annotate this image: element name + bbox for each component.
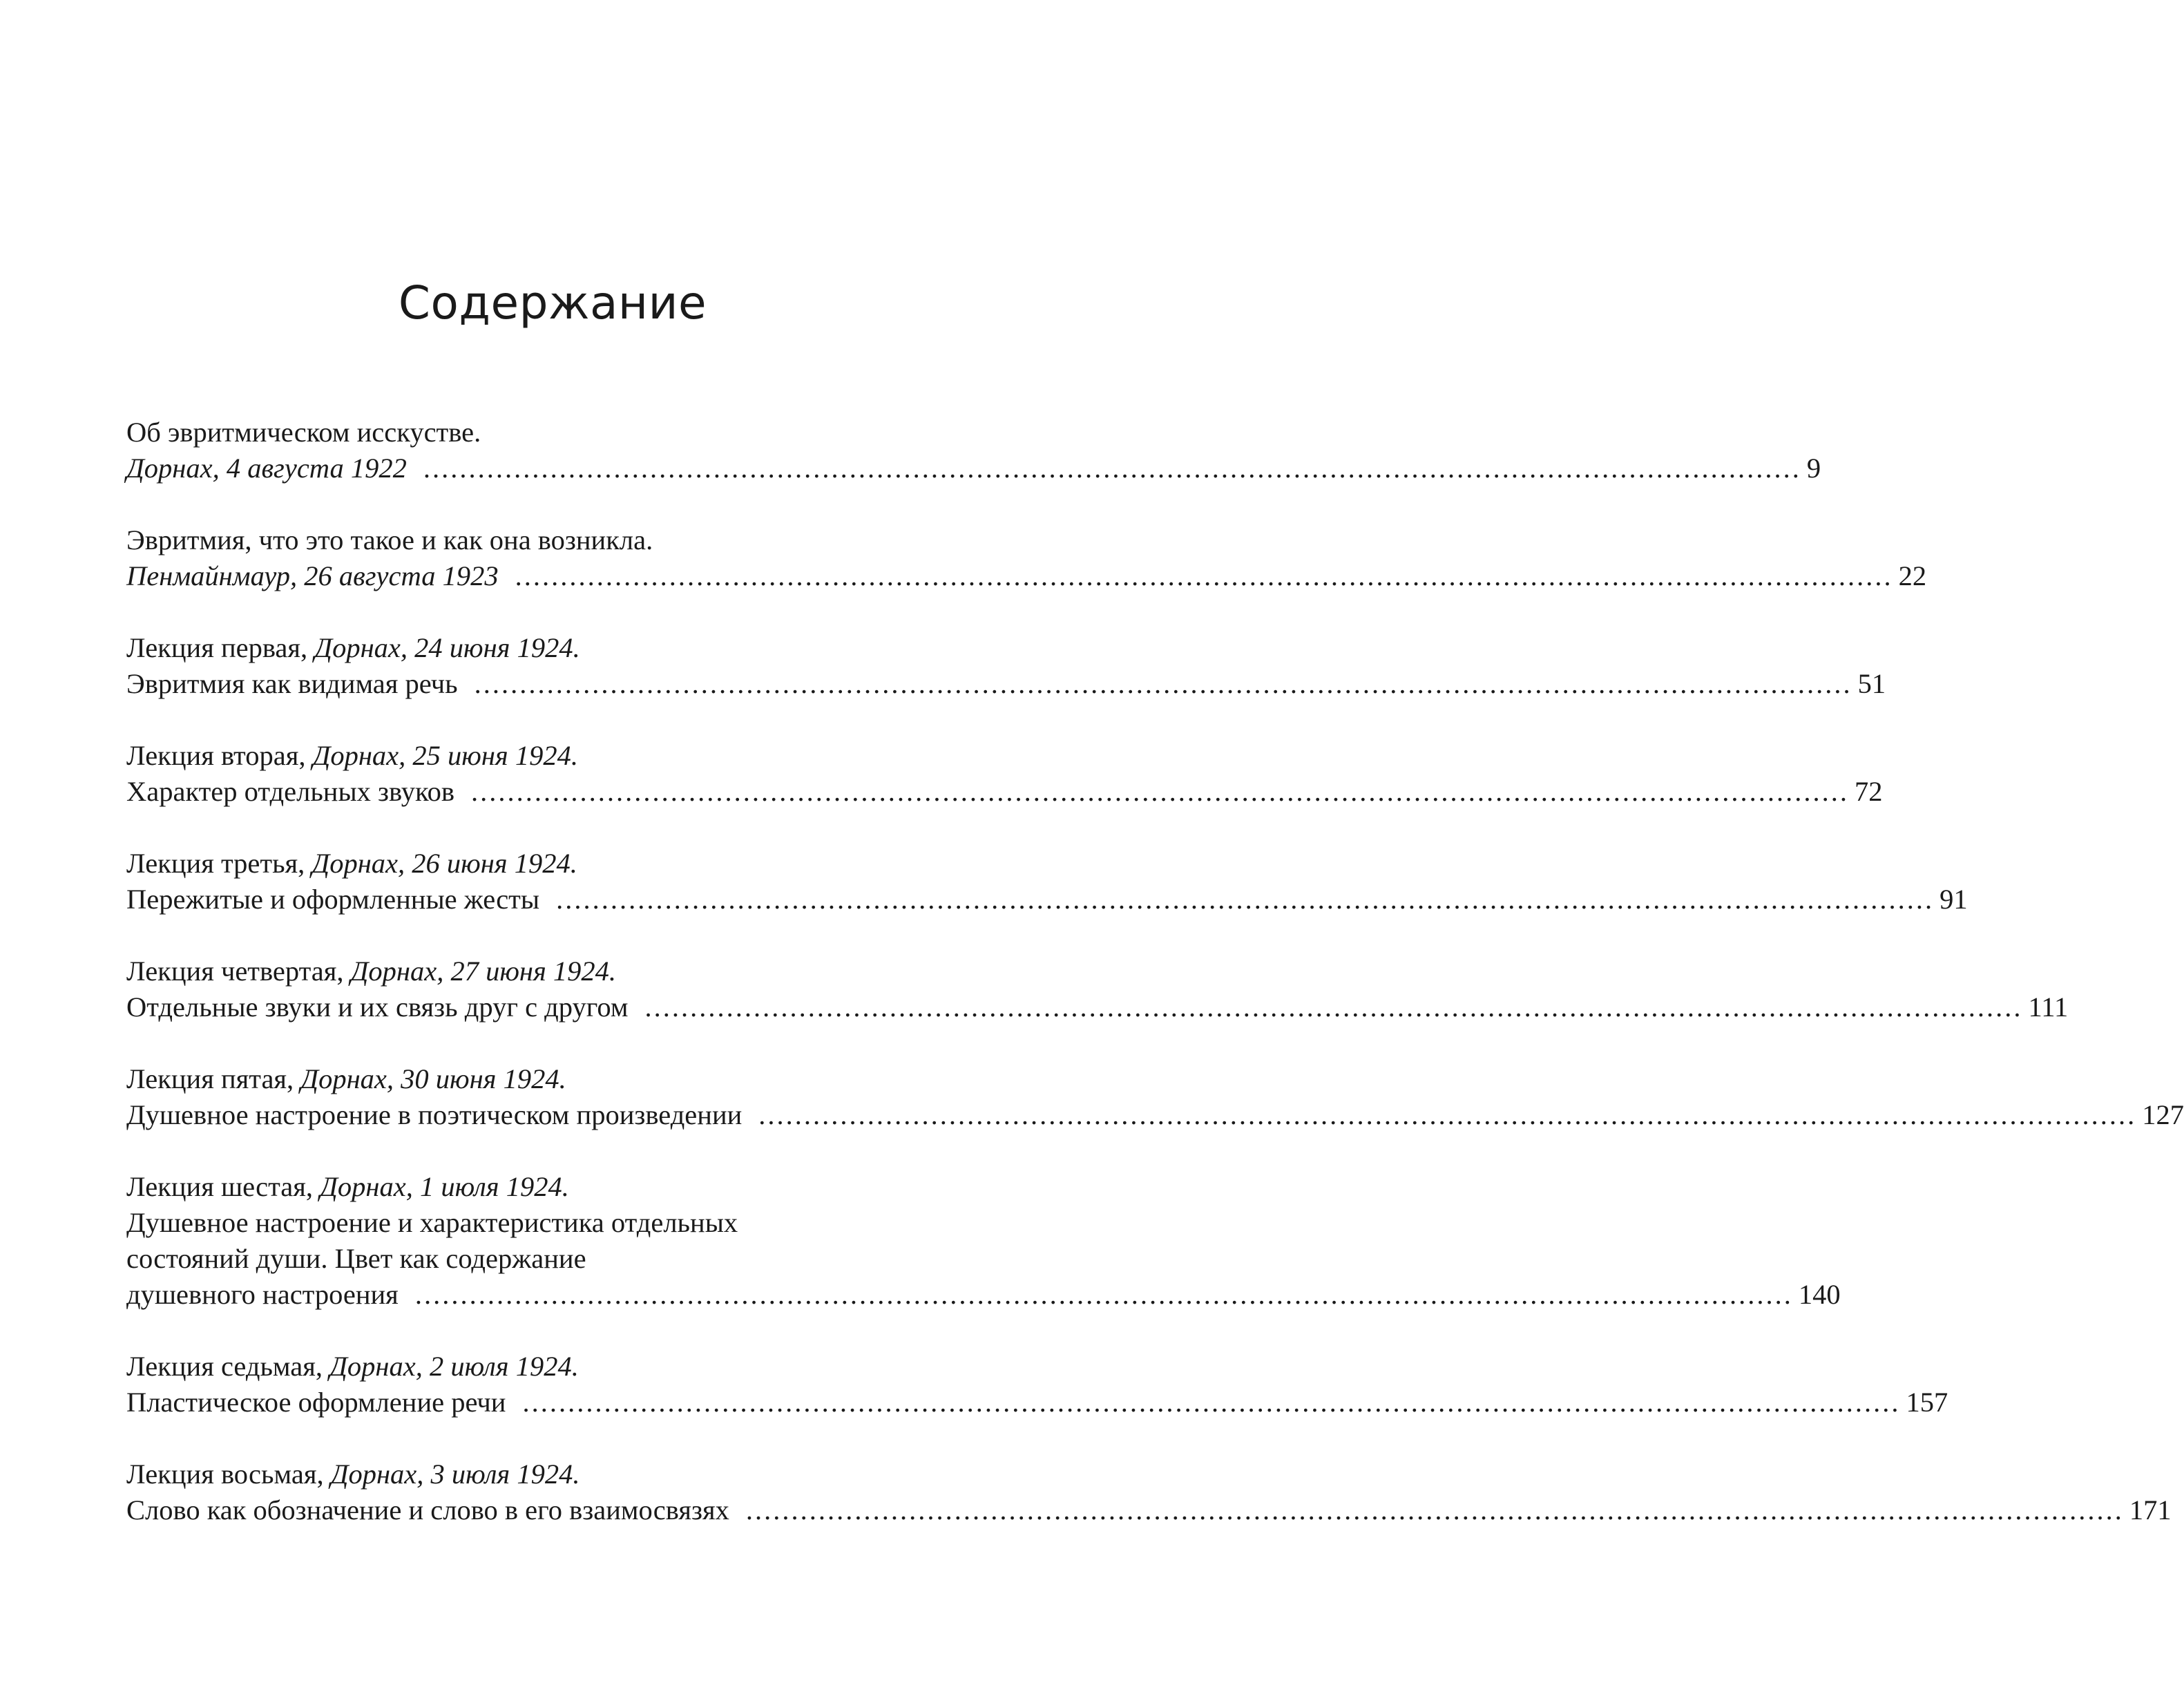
toc-entry-title-line [126,1492,2172,1528]
dot-leader: ........................................................................................................................................................ [745,1494,2124,1526]
toc-entry-place-date: Дорнах, 25 июня 1924. [312,740,579,771]
dot-leader: ........................................................................................................................................................ [644,991,2023,1023]
toc-entry-heading-line [126,846,974,882]
toc-entry-title-line [126,882,1968,918]
toc-entry-place-date: Дорнах, 30 июня 1924. [300,1063,566,1094]
toc-entry-title-line [126,989,2069,1025]
page-number: 9 [1806,453,1821,484]
toc-entry-place-date: Дорнах, 2 июля 1924. [329,1351,579,1382]
toc-entry-title [126,989,644,1025]
toc-entry [126,1456,2172,1528]
toc-entry-title [126,882,556,918]
toc-entry-text: Эвритмия, что это такое и как она возникла. [126,524,653,555]
toc-entry-title [126,558,515,594]
toc-entry-title-line [126,774,1883,810]
toc-entry-place-date: Дорнах, 26 июня 1924. [312,848,577,879]
page-number: 72 [1855,776,1883,807]
toc-entry-place-date: Дорнах, 4 августа 1922 [126,453,407,484]
toc-entry-title [126,1385,522,1420]
dot-leader: ........................................................................................................................................................ [515,560,1893,591]
page-number: 157 [1906,1387,1948,1418]
toc-entry [126,1349,1948,1420]
toc-entry-text: Эвритмия как видимая речь [126,668,458,699]
page-number: 51 [1857,668,1886,699]
toc-entry [126,630,1886,702]
toc-entry-text: Пластическое оформление речи [126,1387,506,1418]
toc-entry-title-line [126,666,1886,702]
toc-entry-title [126,1277,415,1313]
toc-entry-text: Душевное настроение и характеристика отдельных [126,1207,738,1238]
toc-entry-title-line [126,1385,1948,1420]
toc-entry-heading-line [126,522,974,558]
dot-leader: ........................................................................................................................................................ [556,884,1935,915]
toc-entry-text: Лекция четвертая, [126,956,351,987]
page-number: 127 [2142,1099,2184,1130]
dot-leader: ........................................................................................................................................................ [471,776,1850,807]
toc-entry-title-line [126,1097,2184,1133]
toc-entry-heading-line [126,1169,974,1205]
toc-entry-place-date: Дорнах, 24 июня 1924. [314,632,580,663]
toc-entry-text: Лекция седьмая, [126,1351,330,1382]
toc-entry-heading-line [126,1349,974,1385]
dot-leader: ........................................................................................................................................................ [414,1279,1793,1310]
toc-entry-title-line [126,1277,1841,1313]
toc-entry-heading-line [126,953,974,989]
toc-entry-text: Лекция пятая, [126,1063,301,1094]
toc-entry-title [126,666,475,702]
toc-entry-place-date: Дорнах, 27 июня 1924. [350,956,617,987]
toc-entry-heading-line [126,1205,974,1241]
toc-entry-text: состояний души. Цвет как содержание [126,1243,586,1274]
toc-entry-heading-line [126,1241,974,1277]
toc-entry-title [126,1097,758,1133]
page-title: Содержание [398,276,707,330]
toc-entry-place-date: Дорнах, 3 июля 1924. [330,1458,580,1490]
toc-entry-text: Об эвритмическом исскустве. [126,417,481,448]
toc-entry-title [126,774,471,810]
toc-entry-text: Характер отдельных звуков [126,776,455,807]
toc-entry-title [126,1492,746,1528]
toc-entry-place-date: Дорнах, 1 июля 1924. [320,1171,569,1202]
toc-entry-text: Слово как обозначение и слово в его взаимосвязях [126,1494,729,1526]
toc-entry-heading-line [126,1456,974,1492]
toc-entry [126,738,1883,810]
toc-entry [126,415,1821,486]
toc-entry-text: Пережитые и оформленные жесты [126,884,540,915]
toc-entry [126,1061,2184,1133]
dot-leader: ........................................................................................................................................................ [474,668,1852,699]
page-number: 91 [1939,884,1968,915]
toc-entry-text: Лекция первая, [126,632,315,663]
page-number: 22 [1898,560,1927,591]
dot-leader: ........................................................................................................................................................ [423,453,1801,484]
toc-entry-heading-line [126,630,974,666]
toc-entry-text: душевного настроения [126,1279,399,1310]
toc-entry [126,522,1927,594]
toc-entry-place-date: Пенмайнмаур, 26 августа 1923 [126,560,499,591]
toc-entry-heading-line [126,1061,974,1097]
page-number: 140 [1798,1279,1841,1310]
dot-leader: ........................................................................................................................................................ [758,1099,2137,1130]
toc-entry-text: Отдельные звуки и их связь друг с другом [126,991,629,1023]
page-number: 111 [2028,991,2069,1023]
toc-entry [126,846,1968,918]
toc-entry-title-line [126,558,1927,594]
toc-entry-text: Лекция восьмая, [126,1458,331,1490]
toc-entry-heading-line [126,738,974,774]
toc-entry-text: Лекция шестая, [126,1171,320,1202]
toc-entry [126,953,2069,1025]
page-number: 171 [2129,1494,2172,1526]
toc-entry [126,1169,1841,1313]
toc-entry-title [126,450,423,486]
toc-entry-text: Душевное настроение в поэтическом произведении [126,1099,743,1130]
toc-entry-text: Лекция третья, [126,848,312,879]
toc-entry-text: Лекция вторая, [126,740,313,771]
toc-entry-title-line [126,450,1821,486]
toc-entry-heading-line [126,415,974,450]
dot-leader: ........................................................................................................................................................ [522,1387,1901,1418]
table-of-contents [126,415,2184,1564]
